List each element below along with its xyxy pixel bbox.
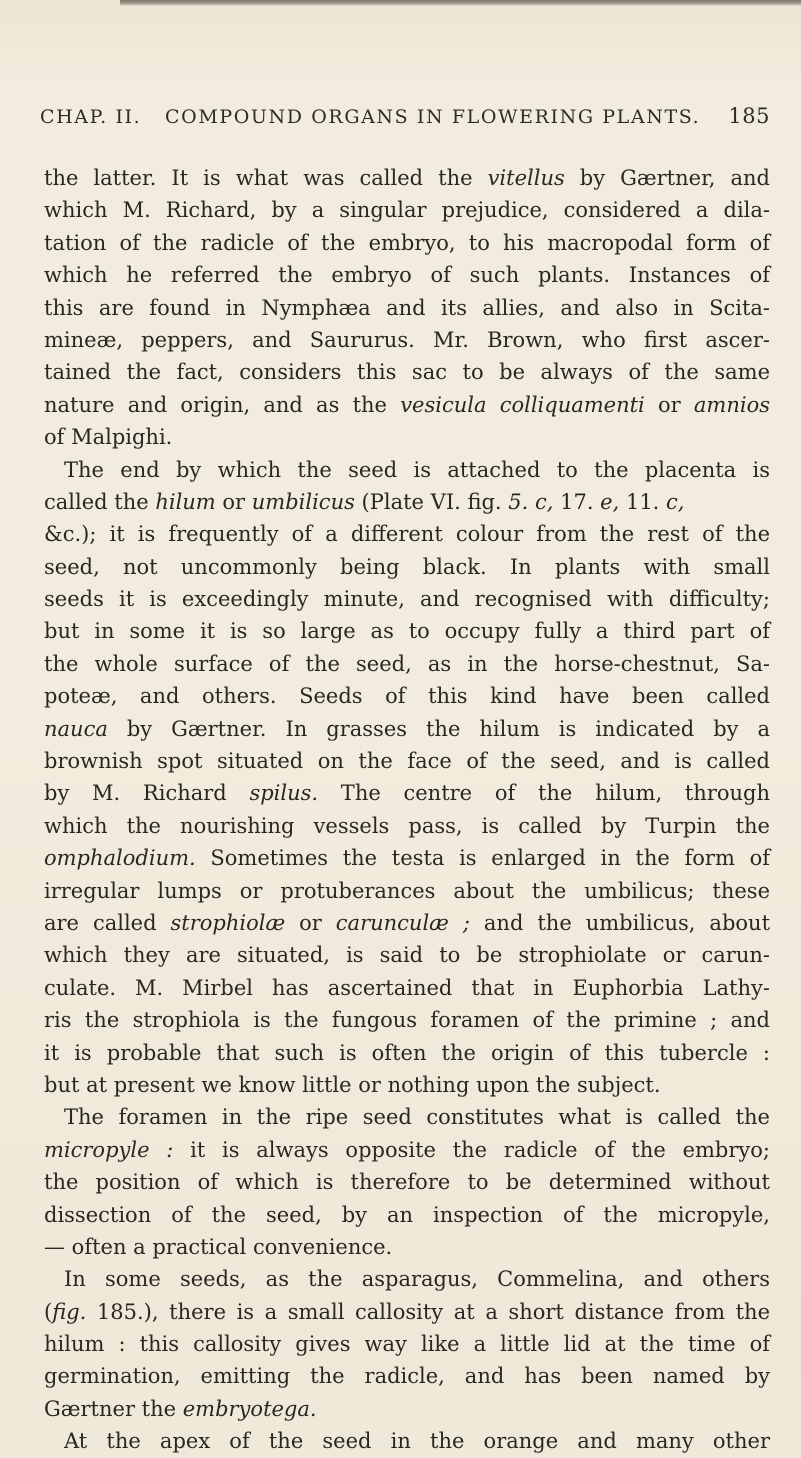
text-segment: called the: [44, 489, 156, 514]
text-segment: — often a practical convenience.: [44, 1234, 393, 1259]
text-segment: tation of the radicle of the embryo, to his macropodal form of: [44, 230, 770, 255]
text-segment: hilum : this callosity gives way like a little lid at the time of: [44, 1332, 770, 1357]
text-line: [44, 227, 770, 259]
text-segment: dissection of the seed, by an inspection of the micropyle,: [44, 1202, 770, 1227]
text-segment: which he referred the embryo of such plants. Instances of: [44, 263, 770, 288]
text-segment: nature and origin, and as the: [44, 392, 401, 417]
text-segment: mineæ, peppers, and Saururus. Mr. Brown, who first ascer-: [44, 327, 770, 352]
text-segment: the latter. It is what was called the: [44, 166, 488, 190]
text-segment: (: [44, 1299, 53, 1324]
text-line: [44, 551, 770, 583]
text-segment: and the umbilicus, about: [469, 910, 771, 935]
text-line: [44, 518, 770, 550]
text-segment: this are found in Nymphæa and its allies, and also in Scita-: [44, 295, 770, 320]
text-segment: 11.: [619, 489, 667, 514]
text-line: [44, 324, 770, 356]
text-line: [44, 875, 770, 907]
text-line: [44, 259, 770, 291]
text-line: [44, 842, 770, 874]
text-segment: At the apex of the seed in the orange and many other: [64, 1429, 770, 1454]
text-line: [44, 389, 770, 421]
text-segment: or: [215, 489, 252, 514]
text-segment: In some seeds, as the asparagus, Commelina, and others: [64, 1267, 770, 1292]
text-line: [44, 583, 770, 615]
text-segment: 185.), there is a small callosity at a short distance from the: [86, 1299, 770, 1324]
text-line: [44, 1166, 770, 1198]
text-segment: the position of which is therefore to be determined without: [44, 1170, 770, 1195]
text-segment: Gærtner the: [44, 1396, 183, 1421]
text-segment: by M. Richard: [44, 781, 250, 806]
text-segment: (Plate VI. fig.: [354, 489, 509, 514]
text-line: [44, 745, 770, 777]
text-line: [44, 1425, 770, 1457]
text-segment: The end by which the seed is attached to the placenta is: [64, 457, 770, 482]
text-line: [44, 162, 770, 194]
text-segment: The foramen in the ripe seed constitutes what is called the: [64, 1105, 770, 1130]
italic-term: umbilicus: [251, 489, 355, 514]
text-line: [44, 907, 770, 939]
text-line: [44, 1101, 770, 1133]
text-line: [44, 810, 770, 842]
chapter-label: CHAP. II.: [40, 106, 142, 128]
text-line: [44, 939, 770, 971]
text-segment: or: [285, 910, 336, 935]
text-segment: poteæ, and others. Seeds of this kind have been called: [44, 684, 770, 709]
text-line: [44, 1393, 770, 1425]
italic-term: hilum: [155, 489, 216, 514]
text-segment: culate. M. Mirbel has ascertained that in Euphorbia Lathy-: [44, 975, 770, 1000]
text-segment: brownish spot situated on the face of the seed, and is called: [44, 749, 770, 774]
text-segment: by Gærtner, and: [564, 166, 770, 190]
italic-term: nauca: [44, 716, 108, 741]
text-segment: of Malpighi.: [44, 425, 173, 450]
italic-term: vesicula colliquamenti: [400, 392, 645, 417]
text-segment: germination, emitting the radicle, and has been named by: [44, 1364, 770, 1389]
text-line: [44, 1069, 770, 1101]
text-segment: but at present we know little or nothing upon the subject.: [44, 1072, 661, 1097]
text-line: [44, 486, 770, 518]
italic-term: micropyle :: [44, 1137, 174, 1162]
text-segment: The centre of the hilum, through: [318, 781, 770, 806]
italic-term: fig.: [52, 1299, 87, 1324]
text-segment: by Gærtner. In grasses the hilum is indicated by a: [107, 716, 770, 741]
running-head: [40, 106, 770, 136]
text-segment: the whole surface of the seed, as in the horse-chestnut, Sa-: [44, 651, 770, 676]
text-segment: &c.); it is frequently of a different colour from the rest of the: [44, 522, 770, 547]
text-line: [44, 1004, 770, 1036]
italic-term: embryotega.: [182, 1396, 317, 1421]
page-top-edge: [120, 0, 801, 6]
italic-term: vitellus: [487, 166, 565, 190]
text-segment: tained the fact, considers this sac to be always of the same: [44, 360, 770, 385]
text-line: [44, 356, 770, 388]
text-line: [44, 1231, 770, 1263]
body-text: [44, 162, 770, 1458]
text-line: [44, 648, 770, 680]
text-segment: seeds it is exceedingly minute, and recognised with difficulty;: [44, 587, 770, 612]
text-line: [44, 680, 770, 712]
text-segment: it is probable that such is often the origin of this tubercle :: [44, 1040, 770, 1065]
page-number: 185: [728, 104, 770, 128]
text-line: [44, 1037, 770, 1069]
text-segment: but in some it is so large as to occupy fully a third part of: [44, 619, 770, 644]
text-segment: which the nourishing vessels pass, is called by Turpin the: [44, 813, 770, 838]
text-line: [44, 1328, 770, 1360]
text-line: [44, 1360, 770, 1392]
text-segment: seed, not uncommonly being black. In plants with small: [44, 554, 770, 579]
text-line: [44, 777, 770, 809]
text-segment: or: [644, 392, 694, 417]
text-line: [44, 194, 770, 226]
italic-term: 5. c,: [508, 489, 554, 514]
text-line: [44, 421, 770, 453]
text-line: [44, 1199, 770, 1231]
text-line: [44, 1134, 770, 1166]
text-segment: Sometimes the testa is enlarged in the form of: [195, 846, 770, 871]
text-segment: which they are situated, is said to be strophiolate or carun-: [44, 943, 770, 968]
italic-term: e,: [600, 489, 620, 514]
italic-term: strophiolæ: [170, 910, 286, 935]
text-line: [44, 972, 770, 1004]
text-segment: 17.: [553, 489, 601, 514]
text-segment: irregular lumps or protuberances about the umbilicus; these: [44, 878, 770, 903]
text-line: [44, 454, 770, 486]
text-line: [44, 615, 770, 647]
text-segment: ris the strophiola is the fungous foramen of the primine ; and: [44, 1008, 770, 1033]
italic-term: amnios: [693, 392, 770, 417]
text-line: [44, 1263, 770, 1295]
italic-term: spilus.: [249, 781, 319, 806]
italic-term: omphalodium.: [44, 846, 196, 871]
italic-term: carunculæ ;: [335, 910, 470, 935]
text-line: [44, 713, 770, 745]
italic-term: c,: [666, 489, 685, 514]
text-line: [44, 292, 770, 324]
running-title: COMPOUND ORGANS IN FLOWERING PLANTS.: [165, 106, 701, 128]
text-segment: which M. Richard, by a singular prejudice, considered a dila-: [44, 198, 770, 223]
text-segment: it is always opposite the radicle of the embryo;: [173, 1137, 770, 1162]
text-segment: are called: [44, 910, 171, 935]
text-line: [44, 1296, 770, 1328]
